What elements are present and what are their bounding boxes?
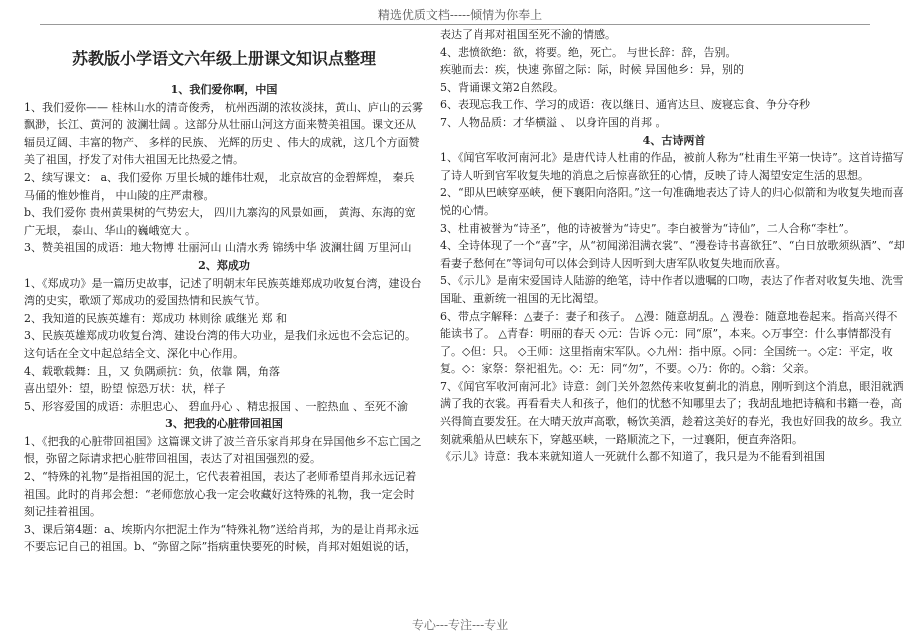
paragraph: 3、杜甫被誉为“诗圣”，他的诗被誉为“诗史”。李白被誉为“诗仙”，二人合称“李杜”。	[440, 221, 855, 235]
paragraph: b、我们爱你 贵州黄果树的气势宏大， 四川九寨沟的风景如画， 黄海、东海的宽广无垠， 泰山、华山的巍峨宽大 。	[24, 206, 416, 237]
paragraph: 1、我们爱你—— 桂林山水的清奇俊秀， 杭州西湖的浓妆淡抹，黄山、庐山的云雾飘渺，长江、黄河的 波澜壮阔 。这部分从壮丽山河这方面来赞美祖国。课文还从辐员辽阔、丰富的物产、 多样的民族、 光辉的历史 、伟大的成就，这几个方面赞美了祖国，抒发了对伟大祖国无比热爱之情。	[24, 100, 423, 167]
paragraph: 疾驰而去：疾，快速 弥留之际：际，时候 异国他乡：异，别的	[440, 63, 744, 77]
paragraph: 2、续写课文： a、我们爱你 万里长城的雄伟壮观， 北京故宫的金碧辉煌， 秦兵马俑的惟妙惟肖， 中山陵的庄严肃穆。	[24, 170, 415, 202]
left-column	[24, 26, 424, 556]
paragraph: 6、表现忘我工作、学习的成语：夜以继日、通宵达旦、废寝忘食、争分夺秒	[440, 98, 810, 112]
paragraph: 4、载歌载舞：且，又 负隅顽抗：负，依靠 隅，角落	[24, 364, 280, 378]
paragraph: 3、赞美祖国的成语：地大物博 壮丽河山 山清水秀 锦绣中华 波澜壮阔 万里河山	[24, 241, 412, 255]
paragraph: 1、《闻官军收河南河北》是唐代诗人杜甫的作品，被前人称为“杜甫生平第一快诗”。这首诗描写了诗人听到官军收复失地的消息之后惊喜欲狂的心情，反映了诗人渴望安定生活的思想。	[440, 151, 904, 182]
paragraph: 《示儿》诗意：我本来就知道人一死就什么都不知道了，我只是为不能看到祖国	[440, 450, 825, 464]
paragraph: 4、全诗体现了一个“喜”字，从“初闻涕泪满衣裳”、“漫卷诗书喜欲狂”、“白日放歌须纵酒”、“却看妻子愁何在”等词句可以体会到诗人因听到大唐军队收复失地而欣喜。	[440, 239, 905, 270]
paragraph: 1、《郑成功》是一篇历史故事，记述了明朝末年民族英雄郑成功收复台湾，建设台湾的史实，歌颂了郑成功的爱国热情和民族气节。	[24, 276, 422, 308]
paragraph: 6、带点字解释：△妻子：妻子和孩子。 △漫：随意胡乱。△ 漫卷：随意地卷起来。指高兴得不能读书了。 △青春：明丽的春天 ◇元：告诉 ◇元：同“原”，本来。◇万事空：什么事情都没有了。◇但：只。 ◇王师：这里指南宋军队。◇九州：指中原。◇同：全国统一。◇定：平定，收复。◇：家祭：祭祀祖先。◇：无：同“勿”，不要。◇乃：你的。◇翁：父亲。	[440, 309, 898, 376]
section-heading: 2、郑成功	[198, 258, 250, 272]
paragraph: 4、悲愤欲绝：欲，将要。绝，死亡。 与世长辞：辞，告别。	[440, 45, 737, 59]
paragraph: 喜出望外：望，盼望 惊恐万状：状，样子	[24, 382, 226, 396]
paragraph: 5、《示儿》是南宋爱国诗人陆游的绝笔，诗中作者以遗嘱的口吻，表达了作者对收复失地、洗雪国耻、重新统一祖国的无比渴望。	[440, 274, 904, 305]
paragraph: 3、民族英雄郑成功收复台湾、建设台湾的伟大功业，是我们永远也不会忘记的。这句话在全文中起总结全文、深化中心作用。	[24, 329, 416, 360]
section-heading: 3、把我的心脏带回祖国	[165, 417, 283, 431]
paragraph: 2、我知道的民族英雄有：郑成功 林则徐 戚继光 郑 和	[24, 311, 287, 325]
paragraph: 表达了肖邦对祖国至死不渝的情感。	[440, 28, 616, 41]
paragraph: 7、《闻官军收河南河北》诗意：剑门关外忽然传来收复蓟北的消息，刚听到这个消息，眼泪就洒满了我的衣裳。再看看夫人和孩子，他们的忧愁不知哪里去了；我胡乱地把诗稿和书籍一卷，高兴得简直要发狂。在大晴天放声高歌，畅饮美酒，趁着这美好的春光，我也好回我的故乡。我立刻就乘船从巴峡东下，穿越巫峡，一路顺流之下，一过襄阳，便直奔洛阳。	[440, 379, 904, 446]
paragraph: 2、“特殊的礼物”是指祖国的泥土，它代表着祖国，表达了老师希望肖邦永远记着祖国。此时的肖邦会想：“老师您放心我一定会收藏好这特殊的礼物，我一定会时刻记挂着祖国。	[24, 470, 417, 519]
paragraph: 5、背诵课文第2自然段。	[440, 80, 564, 94]
section-heading: 1、我们爱你啊，中国	[170, 83, 278, 96]
paragraph: 1、《把我的心脏带回祖国》这篇课文讲了波兰音乐家肖邦身在异国他乡不忘亡国之恨，弥留之际请求把心脏带回祖国，表达了对祖国强烈的爱。	[24, 434, 422, 466]
paragraph: 2、“即从巴峡穿巫峡，便下襄阳向洛阳。”这一句准确地表达了诗人的归心似箭和为收复失地而喜悦的心情。	[440, 186, 904, 217]
right-column-body	[440, 26, 908, 466]
paragraph: 3、课后第4题：a、埃斯内尔把泥土作为“特殊礼物”送给肖邦，为的是让肖邦永远不要忘记自己的祖国。b、“弥留之际”指病重快要死的时候，肖邦对姐姐说的话，	[24, 522, 419, 554]
section-heading: 4、古诗两首	[642, 133, 706, 147]
header-rule	[40, 24, 870, 25]
document-title: 苏教版小学语文六年级上册课文知识点整理	[71, 49, 376, 68]
page-header: 精选优质文档-----倾情为你奉上	[377, 8, 543, 22]
paragraph: 7、人物品质：才华横溢 、 以身许国的肖邦 。	[440, 115, 667, 129]
left-column-body	[24, 81, 424, 556]
right-column	[440, 26, 908, 466]
page-footer: 专心---专注---专业	[411, 618, 509, 632]
paragraph: 5、形容爱国的成语：赤胆忠心、 碧血丹心 、精忠报国 、一腔热血 、至死不渝	[24, 399, 408, 413]
